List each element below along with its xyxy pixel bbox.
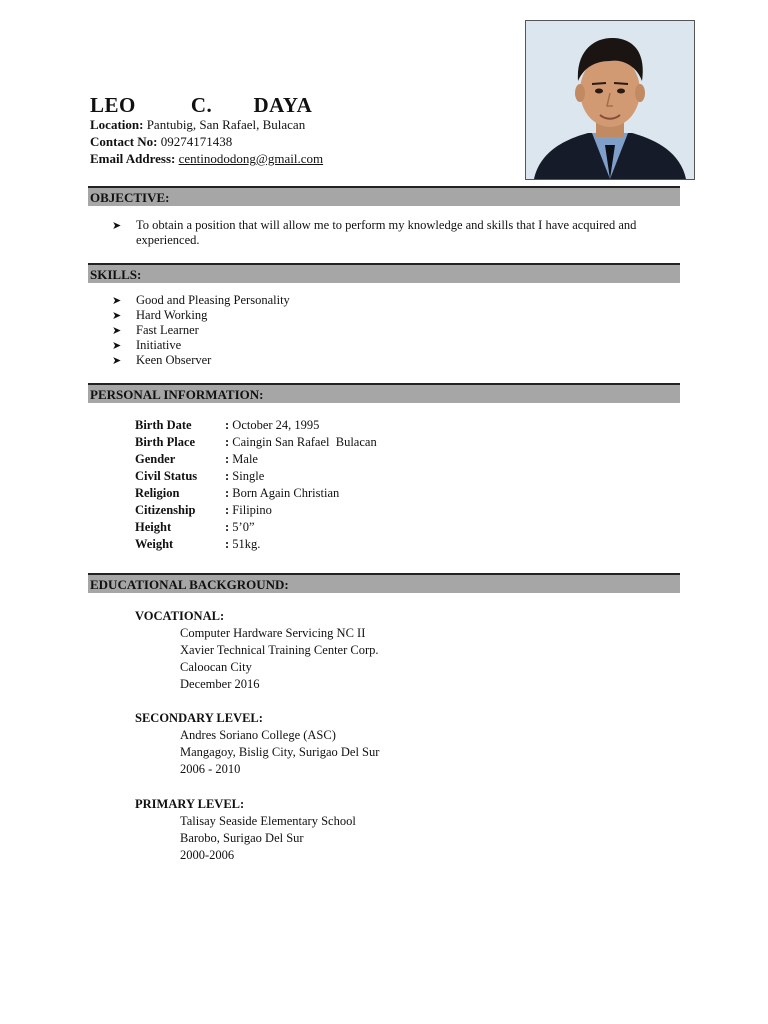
- skill-item: [112, 308, 290, 323]
- personal-info-heading: PERSONAL INFORMATION:: [88, 383, 680, 403]
- email-line: [90, 151, 323, 167]
- location-label: Location:: [90, 117, 144, 132]
- education-heading: EDUCATIONAL BACKGROUND:: [88, 573, 680, 593]
- info-row-birth-date: Birth Date : October 24, 1995: [135, 418, 320, 432]
- skills-heading: SKILLS:: [88, 263, 680, 283]
- skill-item: [112, 293, 290, 308]
- edu-line: December 2016: [180, 677, 260, 691]
- edu-line: Xavier Technical Training Center Corp.: [180, 643, 379, 657]
- objective-item: [112, 218, 656, 248]
- skill-text: Hard Working: [136, 308, 208, 322]
- secondary-details: [180, 727, 379, 778]
- primary-heading: PRIMARY LEVEL:: [135, 797, 245, 811]
- edu-line: Talisay Seaside Elementary School: [180, 814, 356, 828]
- arrow-bullet-icon: ➤: [112, 339, 122, 352]
- info-row-birth-place: Birth Place : Caingin San Rafael Bulacan: [135, 435, 377, 449]
- info-row-civil-status: Civil Status : Single: [135, 469, 265, 483]
- skill-text: Fast Learner: [136, 323, 199, 337]
- edu-line: 2000-2006: [180, 848, 235, 862]
- contact-value: 09274171438: [160, 134, 233, 149]
- profile-photo: [525, 20, 695, 180]
- objective-heading: OBJECTIVE:: [88, 186, 680, 206]
- secondary-heading: SECONDARY LEVEL:: [135, 711, 263, 725]
- objective-list: [112, 218, 656, 248]
- info-row-gender: Gender : Male: [135, 452, 258, 466]
- skills-list: [112, 293, 290, 368]
- arrow-bullet-icon: ➤: [112, 309, 122, 322]
- skill-item: [112, 338, 290, 353]
- skill-text: Good and Pleasing Personality: [136, 293, 290, 307]
- objective-text: To obtain a position that will allow me to perform my knowledge and skills that I have acquired and experienced.: [136, 218, 637, 247]
- personal-info-table: [135, 417, 377, 553]
- edu-line: 2006 - 2010: [180, 762, 241, 776]
- arrow-bullet-icon: ➤: [112, 324, 122, 337]
- skill-item: [112, 353, 290, 368]
- contact-label: Contact No:: [90, 134, 158, 149]
- skill-item: [112, 323, 290, 338]
- edu-line: Computer Hardware Servicing NC II: [180, 626, 366, 640]
- skill-text: Initiative: [136, 338, 182, 352]
- info-row-citizenship: Citizenship : Filipino: [135, 503, 272, 517]
- info-row-weight: Weight : 51kg.: [135, 537, 261, 551]
- edu-line: Andres Soriano College (ASC): [180, 728, 336, 742]
- edu-line: Caloocan City: [180, 660, 252, 674]
- primary-details: [180, 813, 356, 864]
- applicant-name: LEO C. DAYA: [90, 93, 313, 117]
- email-label: Email Address:: [90, 151, 176, 166]
- info-row-height: Height : 5’0”: [135, 520, 255, 534]
- location-line: [90, 117, 305, 133]
- vocational-heading: VOCATIONAL:: [135, 609, 225, 623]
- arrow-bullet-icon: ➤: [112, 354, 122, 367]
- location-value: Pantubig, San Rafael, Bulacan: [146, 117, 306, 132]
- vocational-details: [180, 625, 379, 693]
- skill-text: Keen Observer: [136, 353, 212, 367]
- edu-line: Mangagoy, Bislig City, Surigao Del Sur: [180, 745, 380, 759]
- email-link[interactable]: centinododong@gmail.com: [178, 151, 324, 166]
- arrow-bullet-icon: ➤: [112, 219, 122, 232]
- info-row-religion: Religion : Born Again Christian: [135, 486, 340, 500]
- contact-line: [90, 134, 232, 150]
- person-portrait-icon: [526, 21, 694, 179]
- arrow-bullet-icon: ➤: [112, 294, 122, 307]
- edu-line: Barobo, Surigao Del Sur: [180, 831, 304, 845]
